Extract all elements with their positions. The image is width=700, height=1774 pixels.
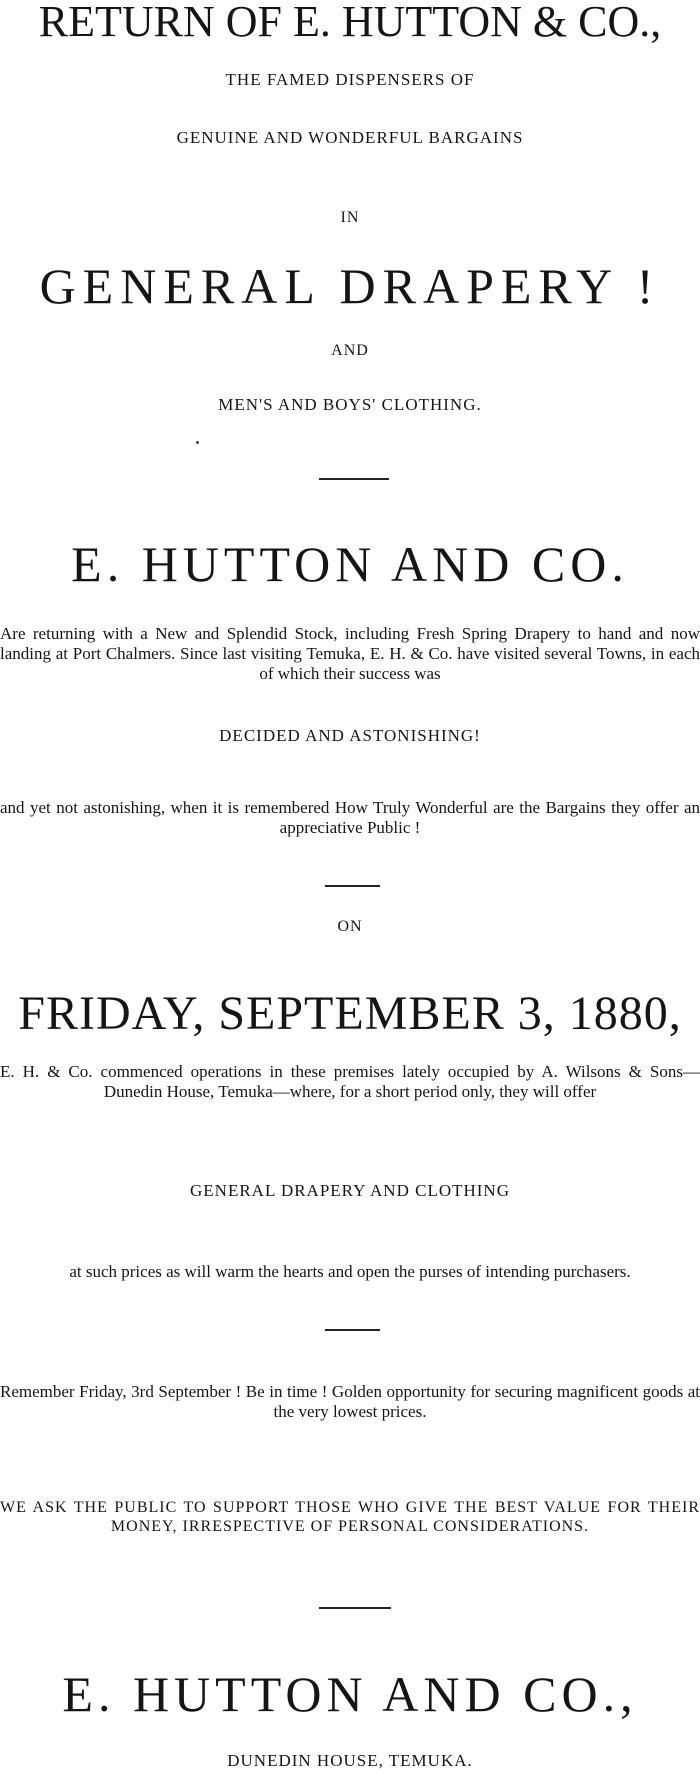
genuine-bargains-line: GENUINE AND WONDERFUL BARGAINS [176,128,524,147]
general-drapery-clothing-line: GENERAL DRAPERY AND CLOTHING [190,1181,510,1200]
in-line: IN [340,209,360,226]
date-heading: FRIDAY, SEPTEMBER 3, 1880, [18,987,682,1040]
on-line: ON [337,918,363,935]
headline: RETURN OF E. HUTTON & CO., [38,0,662,46]
signature-company-name: E. HUTTON AND CO., [62,1666,638,1722]
divider-rule [319,478,389,480]
and-line: AND [331,342,369,359]
premises-paragraph: E. H. & Co. commenced operations in these premises lately occupied by A. Wilsons & Sons—Dunedin House, Temuka—where, for a short period only, they will offer [0,1062,700,1101]
ink-speck [196,441,199,444]
divider-rule [325,1329,380,1331]
divider-rule [319,1607,391,1609]
public-notice: WE ASK THE PUBLIC TO SUPPORT THOSE WHO GIVE THE BEST VALUE FOR THEIR MONEY, IRRESPECTIVE OF PERSONAL CONSIDERATIONS. [0,1499,700,1535]
address-line: DUNEDIN HOUSE, TEMUKA. [227,1751,473,1770]
astonishing-paragraph: and yet not astonishing, when it is remembered How Truly Wonderful are the Bargains they offer an appreciative Public ! [0,798,700,837]
decided-astonishing-line: DECIDED AND ASTONISHING! [219,726,481,745]
general-drapery-heading: GENERAL DRAPERY ! [39,258,661,314]
dispensers-line: THE FAMED DISPENSERS OF [225,70,475,89]
company-name-heading: E. HUTTON AND CO. [71,536,629,592]
divider-rule [325,885,380,887]
remember-friday-paragraph: Remember Friday, 3rd September ! Be in time ! Golden opportunity for securing magnificent goods at the very lowest prices. [0,1382,700,1421]
prices-paragraph: at such prices as will warm the hearts and open the purses of intending purchasers. [69,1262,631,1281]
returning-stock-paragraph: Are returning with a New and Splendid Stock, including Fresh Spring Drapery to hand and now landing at Port Chalmers. Since last visiting Temuka, E. H. & Co. have visited several Towns, in each of which their success was [0,624,700,683]
mens-boys-clothing-line: MEN'S AND BOYS' CLOTHING. [218,395,482,414]
